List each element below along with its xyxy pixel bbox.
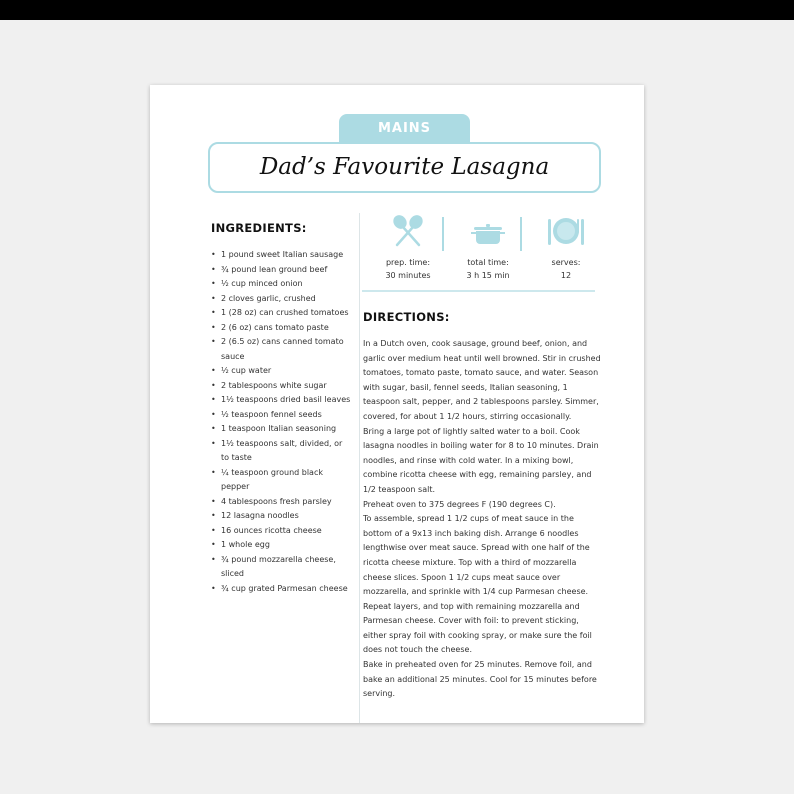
stat-separator xyxy=(520,217,522,251)
ingredient-item: • 1 teaspoon Italian seasoning xyxy=(211,422,351,437)
ingredient-item: • 16 ounces ricotta cheese xyxy=(211,524,351,539)
ingredient-item: • 2 (6 oz) cans tomato paste xyxy=(211,321,351,336)
recipe-card xyxy=(150,85,644,723)
stat-total-time xyxy=(448,215,528,282)
ingredients-list xyxy=(211,248,351,596)
ingredient-item: • ¼ teaspoon ground black pepper xyxy=(211,466,351,495)
ingredient-item: • 1 whole egg xyxy=(211,538,351,553)
stats-divider xyxy=(362,290,595,292)
ingredient-item: • 1 pound sweet Italian sausage xyxy=(211,248,351,263)
direction-step: In a Dutch oven, cook sausage, ground beef, onion, and garlic over medium heat until well browned. Stir in crushed tomatoes, tomato paste, tomato sauce, and water. Season with sugar, basil, fennel seeds, Italian seasoning, 1 teaspoon salt, pepper, and 2 tablespoons parsley. Simmer, covered, for about 1 1/2 hours, stirring occasionally. xyxy=(363,339,601,421)
ingredient-item: • 2 cloves garlic, crushed xyxy=(211,292,351,307)
ingredient-item: • 1½ teaspoons salt, divided, or to taste xyxy=(211,437,351,466)
stat-label: prep. time: xyxy=(385,258,431,267)
stat-serves xyxy=(526,215,606,282)
ingredient-item: • 2 (6.5 oz) cans canned tomato sauce xyxy=(211,335,351,364)
direction-step: To assemble, spread 1 1/2 cups of meat sauce in the bottom of a 9x13 inch baking dish. Arrange 6 noodles lengthwise over meat sauce. Spread with one half of the ricotta cheese mixture. Top with a third of mozzarella cheese slices. Spoon 1 1/2 cups meat sauce over mozzarella, and sprinkle with 1/4 cup Parmesan cheese. Repeat layers, and top with remaining mozzarella and Parmesan cheese. Cover with foil: to prevent sticking, either spray foil with cooking spray, or make sure the foil does not touch the cheese. xyxy=(363,514,592,655)
ingredient-item: • 2 tablespoons white sugar xyxy=(211,379,351,394)
direction-step: Preheat oven to 375 degrees F (190 degrees C). xyxy=(363,499,556,509)
directions-text xyxy=(363,337,603,702)
plate-icon xyxy=(546,215,586,247)
stat-prep-time xyxy=(368,215,448,282)
category-tab: MAINS xyxy=(339,114,470,144)
column-divider xyxy=(359,213,360,723)
stat-label: serves: xyxy=(551,258,581,267)
ingredients-heading: INGREDIENTS: xyxy=(211,221,307,235)
top-bar xyxy=(0,0,794,20)
ingredient-item: • 4 tablespoons fresh parsley xyxy=(211,495,351,510)
ingredient-item: • ½ teaspoon fennel seeds xyxy=(211,408,351,423)
stat-value: 12 xyxy=(560,271,572,280)
directions-heading: DIRECTIONS: xyxy=(363,310,450,324)
ingredient-item: • ¾ cup grated Parmesan cheese xyxy=(211,582,351,597)
stat-label: total time: xyxy=(467,258,509,267)
recipe-stats xyxy=(360,215,596,289)
ingredient-item: • ½ cup minced onion xyxy=(211,277,351,292)
direction-step: Bring a large pot of lightly salted water to a boil. Cook lasagna noodles in boiling water for 8 to 10 minutes. Drain noodles, and rinse with cold water. In a mixing bowl, combine ricotta cheese with egg, remaining parsley, and 1/2 teaspoon salt. xyxy=(363,426,599,494)
ingredient-item: • ¾ pound mozzarella cheese, sliced xyxy=(211,553,351,582)
stat-separator xyxy=(442,217,444,251)
ingredient-item: • ½ cup water xyxy=(211,364,351,379)
ingredient-item: • 12 lasagna noodles xyxy=(211,509,351,524)
recipe-title: Dad’s Favourite Lasagna xyxy=(208,142,601,193)
ingredient-item: • ¾ pound lean ground beef xyxy=(211,263,351,278)
direction-step: Bake in preheated oven for 25 minutes. Remove foil, and bake an additional 25 minutes. Cool for 15 minutes before serving. xyxy=(363,660,597,699)
stat-value: 3 h 15 min xyxy=(466,271,510,280)
stat-value: 30 minutes xyxy=(385,271,431,280)
ingredient-item: • 1½ teaspoons dried basil leaves xyxy=(211,393,351,408)
utensils-crossed-icon xyxy=(393,215,423,247)
pot-icon xyxy=(471,215,505,247)
ingredient-item: • 1 (28 oz) can crushed tomatoes xyxy=(211,306,351,321)
